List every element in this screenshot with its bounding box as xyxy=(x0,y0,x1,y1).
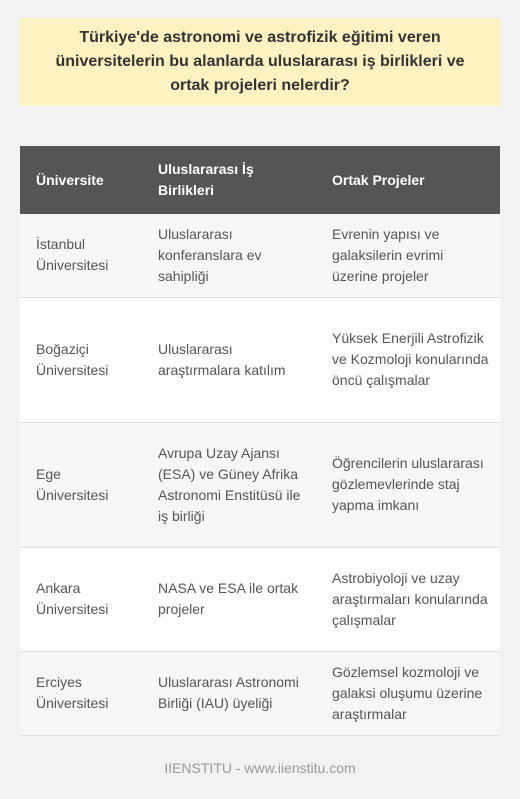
cell-project: Yüksek Enerjili Astrofizik ve Kozmoloji konularında öncü çalışmalar xyxy=(316,297,500,422)
table-header-row xyxy=(20,146,500,214)
cell-project: Evrenin yapısı ve galaksilerin evrimi üzerine projeler xyxy=(316,214,500,297)
cell-collaboration: Avrupa Uzay Ajansı (ESA) ve Güney Afrika Astronomi Enstitüsü ile iş birliği xyxy=(142,422,316,547)
cell-collaboration: Uluslararası araştırmalara katılım xyxy=(142,297,316,422)
cell-university: Erciyes Üniversitesi xyxy=(20,651,142,735)
table-row xyxy=(20,297,500,422)
footer-credit: IIENSTITU - www.iienstitu.com xyxy=(164,760,356,776)
cell-university: Ankara Üniversitesi xyxy=(20,547,142,651)
cell-collaboration: NASA ve ESA ile ortak projeler xyxy=(142,547,316,651)
table-row xyxy=(20,214,500,297)
cell-project: Astrobiyoloji ve uzay araştırmaları konularında çalışmalar xyxy=(316,547,500,651)
header-joint-projects: Ortak Projeler xyxy=(316,146,500,214)
cell-university: Ege Üniversitesi xyxy=(20,422,142,547)
cell-collaboration: Uluslararası Astronomi Birliği (IAU) üyeliği xyxy=(142,651,316,735)
header-university: Üniversite xyxy=(20,146,142,214)
table-row xyxy=(20,651,500,735)
title-box xyxy=(20,18,500,106)
cell-collaboration: Uluslararası konferanslara ev sahipliği xyxy=(142,214,316,297)
cell-project: Öğrencilerin uluslararası gözlemevlerinde staj yapma imkanı xyxy=(316,422,500,547)
table-row xyxy=(20,422,500,547)
cell-university: Boğaziçi Üniversitesi xyxy=(20,297,142,422)
header-international-collaborations: Uluslararası İş Birlikleri xyxy=(142,146,316,214)
cell-university: İstanbul Üniversitesi xyxy=(20,214,142,297)
page-title: Türkiye'de astronomi ve astrofizik eğitimi veren üniversitelerin bu alanlarda uluslararası iş birlikleri ve ortak projeleri nelerdir? xyxy=(55,29,465,94)
table-row xyxy=(20,547,500,651)
cell-project: Gözlemsel kozmoloji ve galaksi oluşumu üzerine araştırmalar xyxy=(316,651,500,735)
universities-table xyxy=(20,146,500,736)
